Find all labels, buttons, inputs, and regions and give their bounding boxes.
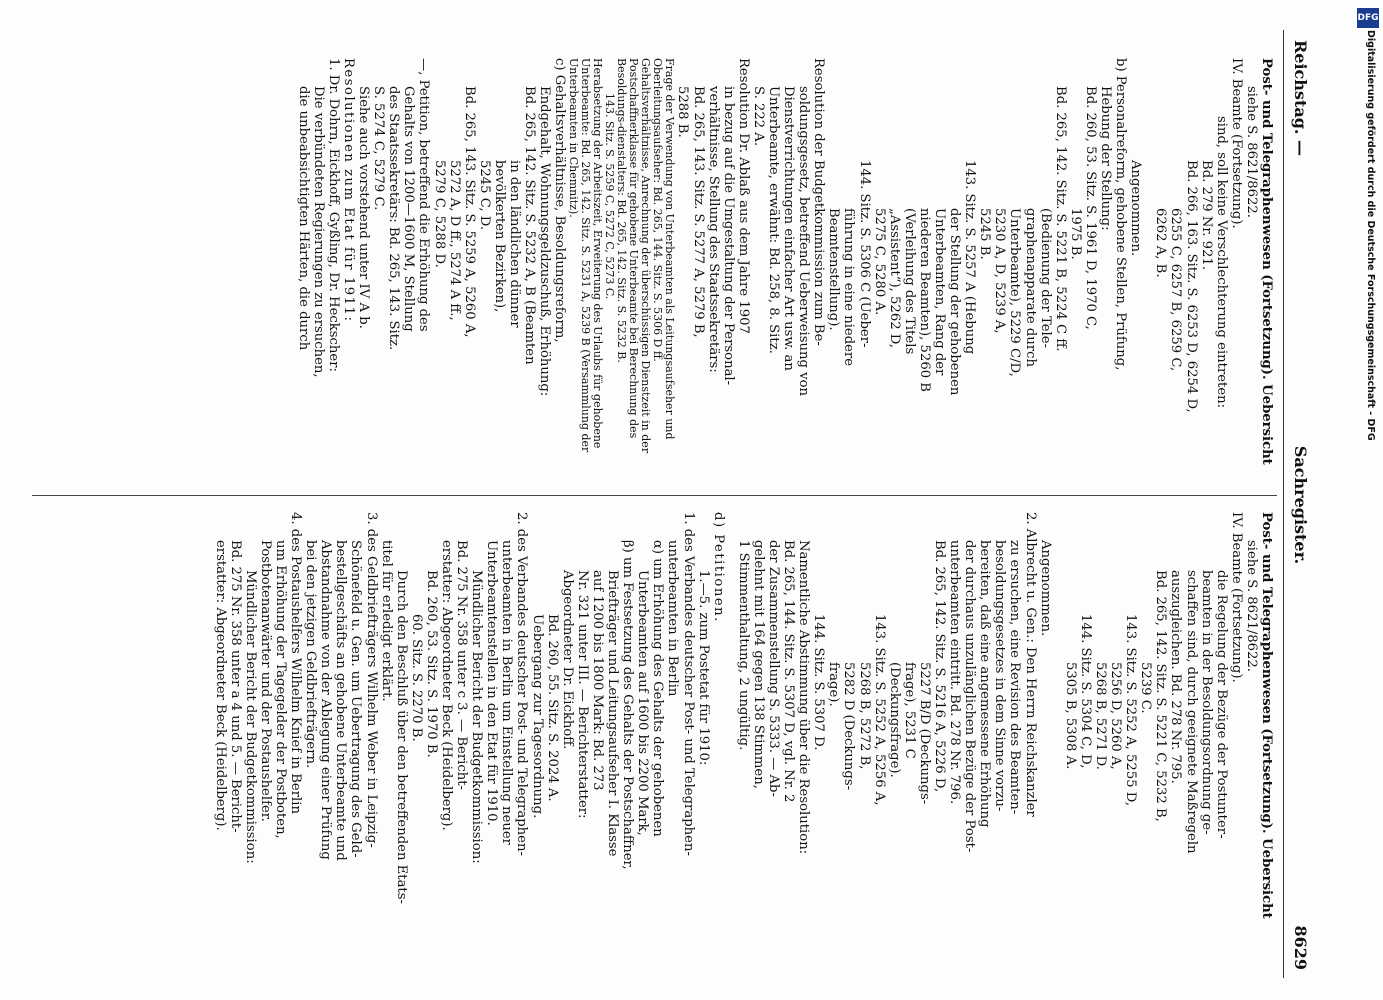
text-line: Die verbündeten Regierungen zu ersuchen, [310, 86, 326, 378]
text-line: c) Gehaltsverhältnisse, Besoldungsreform, [552, 58, 568, 343]
text-line: frage). [826, 662, 842, 707]
text-line: Bd. 279 Nr. 921. [1198, 160, 1214, 271]
text-line: 5227 B/D (Deckungs- [916, 662, 932, 805]
text-line [726, 512, 736, 942]
text-line: um Erhöhung der Tagegelder der Postboten, [273, 540, 288, 839]
text-line: (Bedienung der Tele- [1037, 208, 1053, 349]
text-line: α) um Erhöhung des Gehalts der gehobenen [650, 540, 666, 837]
text-line: führung in eine niedere [841, 208, 857, 367]
text-line: 2. Albrecht u. Gen.: Den Herrn Reichskanzler [1022, 512, 1038, 817]
text-line: IV. Beamte (Fortsetzung). [1228, 58, 1244, 229]
text-line: 5239 C. [1138, 662, 1154, 714]
text-line: 5282 D (Deckungs- [841, 662, 857, 791]
text-line: bereiten, daß eine angemessene Erhöhung [977, 540, 993, 828]
text-line: besoldungsgesetzes in dem Sinne vorzu- [992, 540, 1008, 812]
text-line: (Deckungsfrage). [886, 662, 902, 778]
text-line: gelehnt mit 164 gegen 138 Stimmen, [750, 540, 766, 789]
text-line: Resolutionen zum Etat für 1911: [341, 58, 357, 323]
text-line: 5256 D, 5260 A, [1108, 662, 1124, 770]
text-line: (Verleihung des Titels [901, 208, 917, 355]
text-line: Resolution der Budgetkommission zum Be- [811, 58, 827, 346]
text-line: Angenommen. [1037, 540, 1053, 637]
text-line: unterbeamten in Berlin um Einstellung neuer [499, 540, 515, 845]
text-line: Siehe auch vorstehend unter IV A b. [356, 86, 372, 329]
text-line: Dienstverrichtungen einfacher Art usw. an [781, 86, 797, 371]
text-line: 2. des Verbandes deutscher Post- und Telegraphen- [514, 512, 530, 856]
rotated-document-page [12, 0, 1322, 1000]
text-line [1143, 58, 1153, 488]
text-line: IV. Beamte (Fortsetzung). [1228, 512, 1244, 683]
digitization-note-text: Digitalisierung gefördert durch die Deutsche Forschungsgemeinschaft - DFG [1365, 30, 1376, 441]
text-line: in bezug auf die Umgestaltung der Personal- [720, 86, 736, 386]
text-line: 1 Stimmenthaltung, 2 ungültig. [735, 540, 751, 751]
text-line: niederen Beamten), 5260 B [916, 208, 932, 392]
column-divider [32, 495, 1277, 496]
header-left: Reichstag. — [1291, 40, 1310, 157]
text-line: Bd. 265, 143. Sitz. S. 5277 A, 5279 B, [690, 86, 706, 338]
text-line: 144. Sitz. S. 5304 C, D, [1077, 614, 1093, 769]
text-line: 144. Sitz. S. 5307 D. [811, 614, 827, 751]
text-line: siehe S. 8621/8622. [1243, 86, 1259, 218]
text-line: Unterbeamten auf 1600 bis 2200 Mark, [635, 570, 651, 836]
text-line: bestellgeschäfts an gehobene Unterbeamte und [333, 540, 349, 861]
text-line: Bd. 275 Nr. 358 unter a 4 und 5. — Bericht- [227, 540, 243, 833]
text-line: schaffen sind, durch geeignete Maßregeln [1183, 570, 1199, 854]
running-header [1286, 40, 1308, 970]
text-line: Unterbeamtenstellen in den Etat für 1910. [484, 540, 500, 826]
text-line: 1. Dr. Dohrn, Eickhoff, Gyßling, Dr. Heckscher: [325, 58, 341, 372]
text-line: 143. Sitz. S. 5252 A, 5256 A, [871, 614, 887, 806]
text-line: Frage der Verwendung von Unterbeamten als Leitungsaufseher und Oberleitungsaufseher: Bd. 265, 144. Sitz. S. 5306 D ff. [651, 58, 677, 444]
text-line: sind, soll keine Verschlechterung eintreten: [1213, 116, 1229, 409]
text-line: bei den jetzigen Geldbriefträgern. [303, 540, 319, 769]
text-line: Gehalts von 1200—1600 M, Stellung [401, 86, 417, 332]
text-line: 5288 B. [675, 86, 691, 138]
text-line: titel für erledigt erklärt. [378, 540, 394, 702]
text-line: die unbeabsichtigten Härten, die durch [295, 86, 311, 351]
digitization-note [1348, 30, 1382, 990]
text-line: Bd. 265, 143. Sitz. S. 5259 A, 5260 A, [461, 86, 477, 338]
page-number: 8629 [1291, 925, 1310, 970]
text-line: Abstandnahme von der Ablegung einer Prüfung [318, 540, 334, 860]
text-line: 5272 A, D ff., 5274 A ff., [446, 160, 462, 321]
text-line: 5279 C, 5288 D. [431, 160, 447, 268]
text-line: graphenapparate durch [1022, 208, 1038, 368]
text-line: Herabsetzung der Arbeitszeit, Erweiterung des Urlaubs für gehobene Unterbeamte: Bd. 265, 142. Sitz. S. 5231 A, 5239 B (Versammlung der Unterbeamten in Chemnitz). [567, 58, 605, 456]
text-line: des Staatssekretärs: Bd. 265, 143. Sitz. [386, 86, 402, 351]
text-line: Gehaltsverhältnisse, Anrechnung der überschüssigen Dienstzeit in der Postschaffnerklasse für gehobene Unterbeamte bei Berechnung des Besoldungs-dienstalters: Bd. 265, 142. Sitz. S. 5232 B. [615, 58, 653, 457]
text-line: 144. Sitz. S. 5306 C (Ueber- [856, 160, 872, 348]
text-line: Bd. 275 Nr. 358 unter c 3. — Bericht- [454, 540, 470, 790]
text-line: Post- und Telegraphenwesen (Fortsetzung). Uebersicht [1259, 58, 1274, 465]
text-line: der durchaus unzulänglichen Bezüge der Post- [962, 540, 978, 853]
text-line: S. 5274 C, 5279 C. [371, 86, 387, 211]
text-line: Unterbeamte), 5229 C/D, [1007, 208, 1023, 377]
text-line: 5268 B, 5272 B, [856, 662, 872, 770]
text-line: Beamtenstellung). [826, 208, 842, 331]
text-line: Post- und Telegraphenwesen (Fortsetzung). Uebersicht [1259, 512, 1274, 919]
header-title: Sachregister. [1291, 445, 1310, 565]
text-line: Unterbeamten, Rang der [932, 208, 948, 376]
text-line: der Stellung der gehobenen [947, 208, 963, 396]
text-line: 3. des Geldbriefträgers Wilhelm Weber in Leipzig- [363, 512, 379, 848]
text-line: Bd. 260, 53. Sitz. S. 1961 D, 1970 C, [1082, 86, 1098, 330]
text-line [1053, 512, 1063, 942]
text-line: 5230 A, D, 5239 A, [992, 208, 1008, 334]
text-line: Resolution Dr. Ablaß aus dem Jahre 1907 [735, 58, 751, 334]
text-line: 143. Sitz. S. 5257 A (Hebung [962, 160, 978, 355]
header-rule [1283, 30, 1284, 978]
text-line: Uebergang zur Tagesordnung. [529, 614, 545, 819]
text-line: verhältnisse, Stellung des Staatssekretärs: [705, 86, 721, 373]
text-line: 4. des Postaushelfers Wilhelm Knief in Berlin [288, 512, 304, 814]
text-line: Endgehalt, Wohnungsgeldzuschuß, Erhöhung: [537, 86, 553, 397]
text-line: 5245 C, D. [476, 160, 492, 231]
text-line: 5245 B. [977, 208, 993, 260]
text-line: Bd. 265, 142. Sitz. S. 5221 C, 5232 B, [1153, 570, 1169, 822]
text-line: S. 222 A. [750, 86, 766, 147]
text-line: in den ländlichen dünner [507, 160, 523, 328]
text-line: 5305 B, 5308 A. [1062, 662, 1078, 770]
text-line: 60. Sitz. S. 2270 B. [408, 614, 424, 742]
text-line: Bd. 266, 163. Sitz. S. 6253 D, 6254 D, [1183, 160, 1199, 413]
text-line: unterbeamten eintritt. Bd. 278 Nr. 796. [947, 540, 963, 805]
text-line: 1.—5. zum Postetat für 1910: [695, 570, 711, 766]
text-line: auszugleichen. Bd. 278 Nr. 795. [1168, 570, 1184, 784]
text-line: β) um Festsetzung des Gehalts der Postschaffner, [620, 540, 636, 870]
text-line: Mündlicher Bericht der Budgetkommission: [469, 570, 485, 864]
text-line: 6262 A, B. [1153, 208, 1169, 278]
text-line: Bd. 265, 142. Sitz. S. 5232 A, B (Beamten [522, 86, 538, 365]
text-line: auf 1200 bis 1800 Mark: Bd. 273 [589, 570, 605, 791]
text-line: Angenommen. [1128, 160, 1144, 257]
text-line: d) Petitionen. [710, 512, 726, 623]
text-column-left [296, 58, 1274, 488]
text-line: —, Petition, betreffend die Erhöhung des [416, 58, 432, 332]
text-line: 5275 C, 5280 A. [871, 208, 887, 316]
text-line: Hebung der Stellung: [1098, 86, 1114, 231]
text-line: Bd. 260, 53. Sitz. S. 1970 B. [423, 570, 439, 758]
text-line: bevölkerten Bezirken), [491, 160, 507, 313]
text-line: Bd. 260, 55. Sitz. S. 2024 A. [544, 614, 560, 802]
text-line: Unterbeamte, erwähnt: Bd. 258, 8. Sitz. [766, 86, 781, 354]
text-line: unterbeamten in Berlin [665, 540, 681, 697]
text-line: erstatter: Abgeordneter Beck (Heidelberg). [212, 540, 228, 831]
text-line: 1975 B. [1067, 208, 1083, 260]
text-line: Bd. 265, 144. Sitz. S. 5307 D, vgl. Nr. 2 [781, 540, 797, 803]
text-line: Bd. 265, 142. Sitz. S. 5221 B, 5224 C ff. [1052, 86, 1068, 352]
text-line: b) Personalreform, gehobene Stellen, Prüfung, [1113, 58, 1129, 371]
text-line: erstatter: Abgeordneter Beck (Heidelberg). [439, 540, 455, 831]
text-line: zu ersuchen, eine Revision des Beamten- [1007, 540, 1023, 815]
text-line: Briefträger und Leitungsaufseher I. Klasse [605, 570, 621, 857]
text-line: 1. des Verbandes deutscher Post- und Telegraphen- [680, 512, 696, 856]
text-line: 6255 C, 6257 B, 6259 C, [1168, 208, 1184, 372]
text-column-right [213, 512, 1274, 942]
text-line: 143. Sitz. S. 5259 C, 5272 C, 5273 C. [603, 58, 617, 300]
text-line: frage), 5231 C [901, 662, 917, 759]
text-line: Durch den Beschluß über den betreffenden Etats- [393, 570, 409, 904]
text-line: Postbotenanwärter und der Postaushelfer. [257, 540, 273, 822]
text-line: Bd. 265, 142. Sitz. S. 5216 A, 5226 D, [932, 540, 948, 793]
text-line: „Assistent“), 5262 D, [886, 208, 902, 349]
text-line: der Zusammenstellung S. 5333. — Ab- [766, 540, 781, 797]
text-line: Abgeordneter Dr. Eickhoff. [559, 570, 575, 750]
text-line: Schönefeld u. Gen. um Uebertragung des Geld- [348, 540, 364, 858]
text-line: 5268 B, 5271 D. [1092, 662, 1108, 770]
text-line: 143. Sitz. S. 5252 A, 5255 D, [1123, 614, 1139, 807]
text-line: die Regelung der Bezüge der Postunter- [1213, 570, 1229, 839]
text-line: Mündlicher Bericht der Budgetkommission: [242, 570, 258, 864]
text-line: Namentliche Abstimmung über die Resolution: [796, 540, 812, 855]
dfg-badge: DFG [1357, 8, 1379, 28]
text-line: Nr. 321 unter III. — Berichterstatter: [574, 570, 590, 819]
text-line: soldungsgesetz, betreffend Ueberweisung von [796, 86, 812, 397]
text-line: beamten in der Besoldungsordnung ge- [1198, 570, 1214, 835]
text-line: siehe S. 8621/8622. [1243, 540, 1259, 672]
